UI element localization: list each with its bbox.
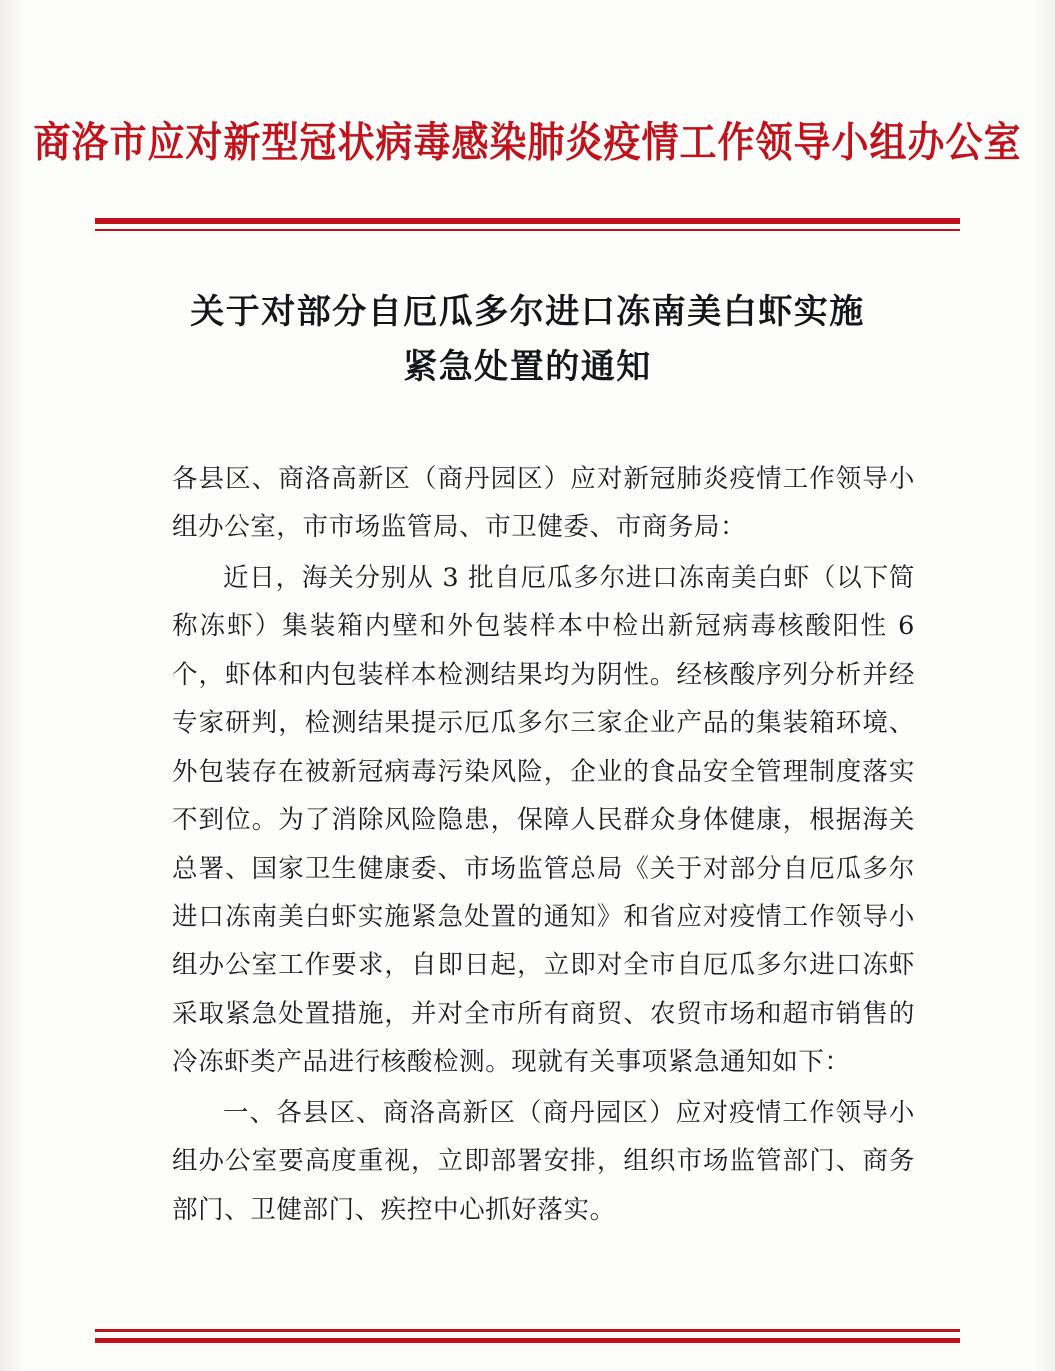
header-divider-thin-line xyxy=(95,229,960,231)
document-header xyxy=(0,117,1055,167)
header-divider xyxy=(95,218,960,231)
document-title-line-1: 关于对部分自厄瓜多尔进口冻南美白虾实施 xyxy=(190,292,865,332)
document-body xyxy=(172,455,915,1236)
footer-divider-thin-line xyxy=(95,1329,960,1332)
recipients-paragraph: 各县区、商洛高新区（商丹园区）应对新冠肺炎疫情工作领导小组办公室，市市场监管局、市卫健委、市商务局： xyxy=(172,464,915,543)
document-title-line-2: 紧急处置的通知 xyxy=(403,347,652,388)
header-divider-thick-line xyxy=(95,218,960,224)
body-paragraph-2: 一、各县区、商洛高新区（商丹园区）应对疫情工作领导小组办公室要高度重视，立即部署安排，组织市场监管部门、商务部门、卫健部门、疾控中心抓好落实。 xyxy=(172,1097,915,1225)
body-paragraph-1: 近日，海关分别从 3 批自厄瓜多尔进口冻南美白虾（以下简称冻虾）集装箱内壁和外包装样本中检出新冠病毒核酸阳性 6 个，虾体和内包装样本检测结果均为阴性。经核酸序列分析并经专家研判，检测结果提示厄瓜多尔三家企业产品的集装箱环境、外包装存在被新冠病毒污染风险，企业的食品安全管理制度落实不到位。为了消除风险隐患，保障人民群众身体健康，根据海关总署、国家卫生健康委、市场监管总局《关于对部分自厄瓜多尔进口冻南美白虾实施紧急处置的通知》和省应对疫情工作领导小组办公室工作要求，自即日起，立即对全市自厄瓜多尔进口冻虾采取紧急处置措施，并对全市所有商贸、农贸市场和超市销售的冷冻虾类产品进行核酸检测。现就有关事项紧急通知如下： xyxy=(172,562,915,1078)
issuing-organization-title: 商洛市应对新型冠状病毒感染肺炎疫情工作领导小组办公室 xyxy=(33,117,1022,167)
footer-divider-thick-line xyxy=(95,1338,960,1343)
footer-divider xyxy=(95,1329,960,1343)
document-title xyxy=(150,285,905,395)
